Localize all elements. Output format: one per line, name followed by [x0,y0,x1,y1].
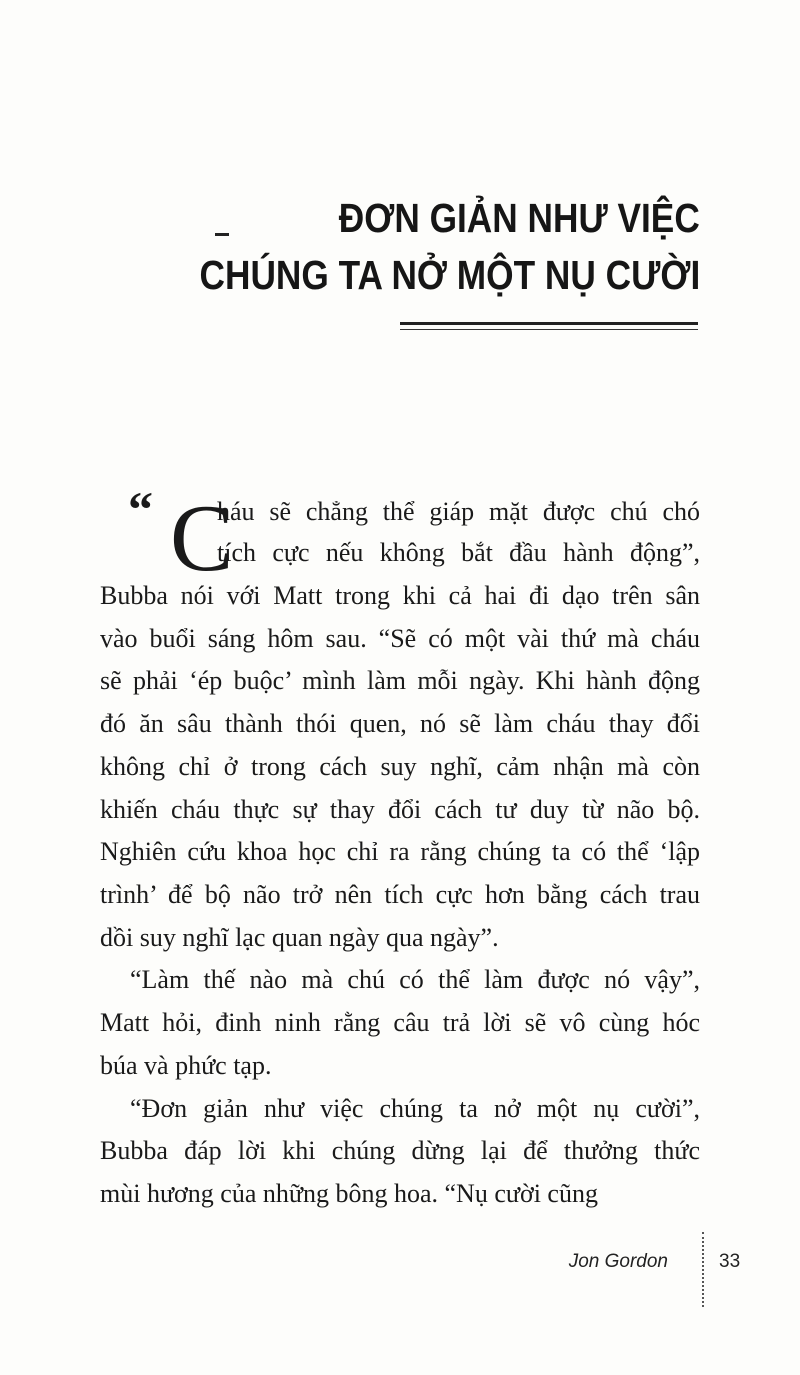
body-line-16: Bubba đáp lời khi chúng dừng lại để thưởng thức [100,1136,700,1165]
body-line-1: háu sẽ chẳng thể giáp mặt được chú chó [217,497,700,526]
title-rule-thin [400,329,698,330]
page-number: 33 [719,1251,741,1272]
title-dash [215,233,229,236]
body-line-13: Matt hỏi, đinh ninh rằng câu trả lời sẽ vô cùng hóc [100,1008,700,1037]
title-rule-thick [400,322,698,325]
body-line-6: đó ăn sâu thành thói quen, nó sẽ làm cháu thay đổi [100,709,700,738]
body-line-7: không chỉ ở trong cách suy nghĩ, cảm nhận mà còn [100,752,700,781]
body-line-11: dồi suy nghĩ lạc quan ngày qua ngày”. [100,923,499,952]
body-line-10: trình’ để bộ não trở nên tích cực hơn bằng cách trau [100,880,700,909]
body-line-17: mùi hương của những bông hoa. “Nụ cười cũng [100,1179,598,1208]
opening-quote-mark: “ [128,481,153,537]
body-line-12: “Làm thế nào mà chú có thể làm được nó vậy”, [130,965,700,994]
chapter-title-line-1: ĐƠN GIẢN NHƯ VIỆC [338,195,700,241]
footer-separator [702,1232,704,1307]
chapter-title-line-2: CHÚNG TA NỞ MỘT NỤ CƯỜI [199,252,700,298]
body-line-5: sẽ phải ‘ép buộc’ mình làm mỗi ngày. Khi hành động [100,666,700,695]
body-line-15: “Đơn giản như việc chúng ta nở một nụ cười”, [130,1094,700,1123]
body-line-3: Bubba nói với Matt trong khi cả hai đi dạo trên sân [100,581,700,610]
body-line-9: Nghiên cứu khoa học chỉ ra rằng chúng ta có thể ‘lập [100,837,700,866]
footer-author: Jon Gordon [568,1251,668,1272]
body-line-14: búa và phức tạp. [100,1051,272,1080]
drop-cap: C [170,485,234,591]
body-line-8: khiến cháu thực sự thay đổi cách tư duy từ não bộ. [100,795,700,824]
body-line-2: tích cực nếu không bắt đầu hành động”, [217,538,700,567]
body-line-4: vào buổi sáng hôm sau. “Sẽ có một vài thứ mà cháu [100,624,700,653]
